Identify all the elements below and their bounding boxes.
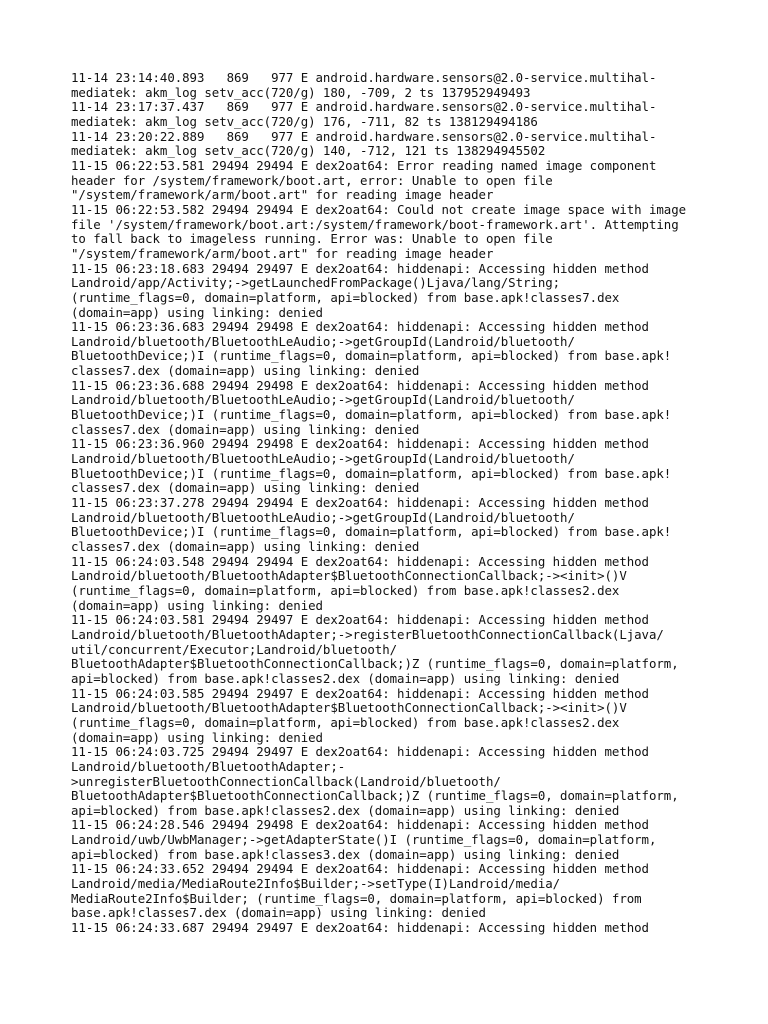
log-line: classes7.dex (domain=app) using linking: denied (71, 539, 420, 554)
log-line: to fall back to imageless running. Error was: Unable to open file (71, 231, 553, 247)
log-line: BluetoothDevice;)I (runtime_flags=0, domain=platform, api=blocked) from base.apk! (71, 465, 672, 481)
log-line: BluetoothAdapter$BluetoothConnectionCallback;)Z (runtime_flags=0, domain=platform, (71, 656, 679, 672)
log-line: 11-15 06:23:36.688 29494 29498 E dex2oat64: hiddenapi: Accessing hidden method (71, 377, 649, 393)
log-line: Landroid/bluetooth/BluetoothAdapter;- (71, 758, 346, 774)
log-line: >unregisterBluetoothConnectionCallback(Landroid/bluetooth/ (71, 773, 501, 789)
log-line: Landroid/bluetooth/BluetoothLeAudio;->getGroupId(Landroid/bluetooth/ (71, 509, 575, 525)
log-line: Landroid/uwb/UwbManager;->getAdapterState()I (runtime_flags=0, domain=platform, (71, 832, 657, 848)
log-line: api=blocked) from base.apk!classes2.dex (domain=app) using linking: denied (71, 802, 620, 818)
log-line: classes7.dex (domain=app) using linking: denied (71, 421, 420, 437)
log-line: MediaRoute2Info$Builder; (runtime_flags=0, domain=platform, api=blocked) from (71, 890, 642, 906)
log-line: 11-14 23:20:22.889 869 977 E android.hardware.sensors@2.0-service.multihal- (71, 128, 657, 144)
log-line: 11-15 06:24:03.585 29494 29497 E dex2oat64: hiddenapi: Accessing hidden method (71, 685, 649, 701)
log-line: (domain=app) using linking: denied (71, 729, 323, 745)
log-line: "/system/framework/arm/boot.art" for reading image header (71, 187, 494, 203)
log-line: mediatek: akm_log setv_acc(720/g) 176, -711, 82 ts 138129494186 (71, 113, 538, 129)
log-line: (runtime_flags=0, domain=platform, api=blocked) from base.apk!classes2.dex (71, 714, 620, 730)
log-line: BluetoothDevice;)I (runtime_flags=0, domain=platform, api=blocked) from base.apk! (71, 524, 672, 540)
log-line: 11-15 06:24:03.548 29494 29494 E dex2oat64: hiddenapi: Accessing hidden method (71, 553, 649, 569)
log-line: 11-15 06:24:03.581 29494 29497 E dex2oat64: hiddenapi: Accessing hidden method (71, 612, 649, 628)
log-line: 11-15 06:24:33.687 29494 29497 E dex2oat64: hiddenapi: Accessing hidden method (71, 920, 649, 936)
log-line: 11-15 06:23:37.278 29494 29494 E dex2oat64: hiddenapi: Accessing hidden method (71, 495, 649, 511)
log-line: 11-15 06:23:36.683 29494 29498 E dex2oat64: hiddenapi: Accessing hidden method (71, 319, 649, 335)
log-line: mediatek: akm_log setv_acc(720/g) 140, -712, 121 ts 138294945502 (71, 143, 546, 159)
log-line: 11-15 06:24:33.652 29494 29494 E dex2oat64: hiddenapi: Accessing hidden method (71, 861, 649, 877)
log-line: (domain=app) using linking: denied (71, 304, 323, 320)
log-line: (runtime_flags=0, domain=platform, api=blocked) from base.apk!classes2.dex (71, 582, 620, 598)
log-line: util/concurrent/Executor;Landroid/bluetooth/ (71, 641, 398, 657)
log-line: api=blocked) from base.apk!classes3.dex (domain=app) using linking: denied (71, 846, 620, 862)
log-line: Landroid/media/MediaRoute2Info$Builder;->setType(I)Landroid/media/ (71, 876, 561, 892)
log-line: Landroid/bluetooth/BluetoothLeAudio;->getGroupId(Landroid/bluetooth/ (71, 392, 575, 408)
log-line: BluetoothDevice;)I (runtime_flags=0, domain=platform, api=blocked) from base.apk! (71, 407, 672, 423)
log-line: "/system/framework/arm/boot.art" for reading image header (71, 245, 494, 261)
log-line: mediatek: akm_log setv_acc(720/g) 180, -709, 2 ts 137952949493 (71, 84, 531, 100)
log-line: Landroid/bluetooth/BluetoothLeAudio;->getGroupId(Landroid/bluetooth/ (71, 451, 575, 467)
log-line: 11-15 06:23:36.960 29494 29498 E dex2oat64: hiddenapi: Accessing hidden method (71, 436, 649, 452)
log-line: (runtime_flags=0, domain=platform, api=blocked) from base.apk!classes7.dex (71, 289, 620, 305)
log-line: base.apk!classes7.dex (domain=app) using linking: denied (71, 905, 486, 921)
log-line: BluetoothDevice;)I (runtime_flags=0, domain=platform, api=blocked) from base.apk! (71, 348, 672, 364)
log-line: Landroid/bluetooth/BluetoothAdapter;->registerBluetoothConnectionCallback(Ljava/ (71, 626, 664, 642)
log-line: classes7.dex (domain=app) using linking: denied (71, 480, 420, 496)
log-line: classes7.dex (domain=app) using linking: denied (71, 363, 420, 379)
log-line: Landroid/bluetooth/BluetoothLeAudio;->getGroupId(Landroid/bluetooth/ (71, 333, 575, 349)
log-line: Landroid/app/Activity;->getLaunchedFromPackage()Ljava/lang/String; (71, 275, 561, 291)
log-line: Landroid/bluetooth/BluetoothAdapter$BluetoothConnectionCallback;-><init>()V (71, 700, 627, 716)
log-line: api=blocked) from base.apk!classes2.dex (domain=app) using linking: denied (71, 670, 620, 686)
log-line: (domain=app) using linking: denied (71, 597, 323, 613)
log-line: file '/system/framework/boot.art:/system/framework/boot-framework.art'. Attempting (71, 216, 679, 232)
log-line: 11-14 23:17:37.437 869 977 E android.hardware.sensors@2.0-service.multihal- (71, 99, 657, 115)
log-line: 11-15 06:24:28.546 29494 29498 E dex2oat64: hiddenapi: Accessing hidden method (71, 817, 649, 833)
log-line: BluetoothAdapter$BluetoothConnectionCallback;)Z (runtime_flags=0, domain=platform, (71, 788, 679, 804)
log-line: 11-15 06:24:03.725 29494 29497 E dex2oat64: hiddenapi: Accessing hidden method (71, 744, 649, 760)
log-page (71, 71, 711, 936)
log-line: 11-15 06:22:53.582 29494 29494 E dex2oat64: Could not create image space with image (71, 201, 687, 217)
log-line: Landroid/bluetooth/BluetoothAdapter$BluetoothConnectionCallback;-><init>()V (71, 568, 627, 584)
log-line: header for /system/framework/boot.art, error: Unable to open file (71, 172, 553, 188)
log-line: 11-15 06:23:18.683 29494 29497 E dex2oat64: hiddenapi: Accessing hidden method (71, 260, 649, 276)
log-line: 11-15 06:22:53.581 29494 29494 E dex2oat64: Error reading named image component (71, 157, 657, 173)
log-line: 11-14 23:14:40.893 869 977 E android.hardware.sensors@2.0-service.multihal- (71, 70, 657, 85)
